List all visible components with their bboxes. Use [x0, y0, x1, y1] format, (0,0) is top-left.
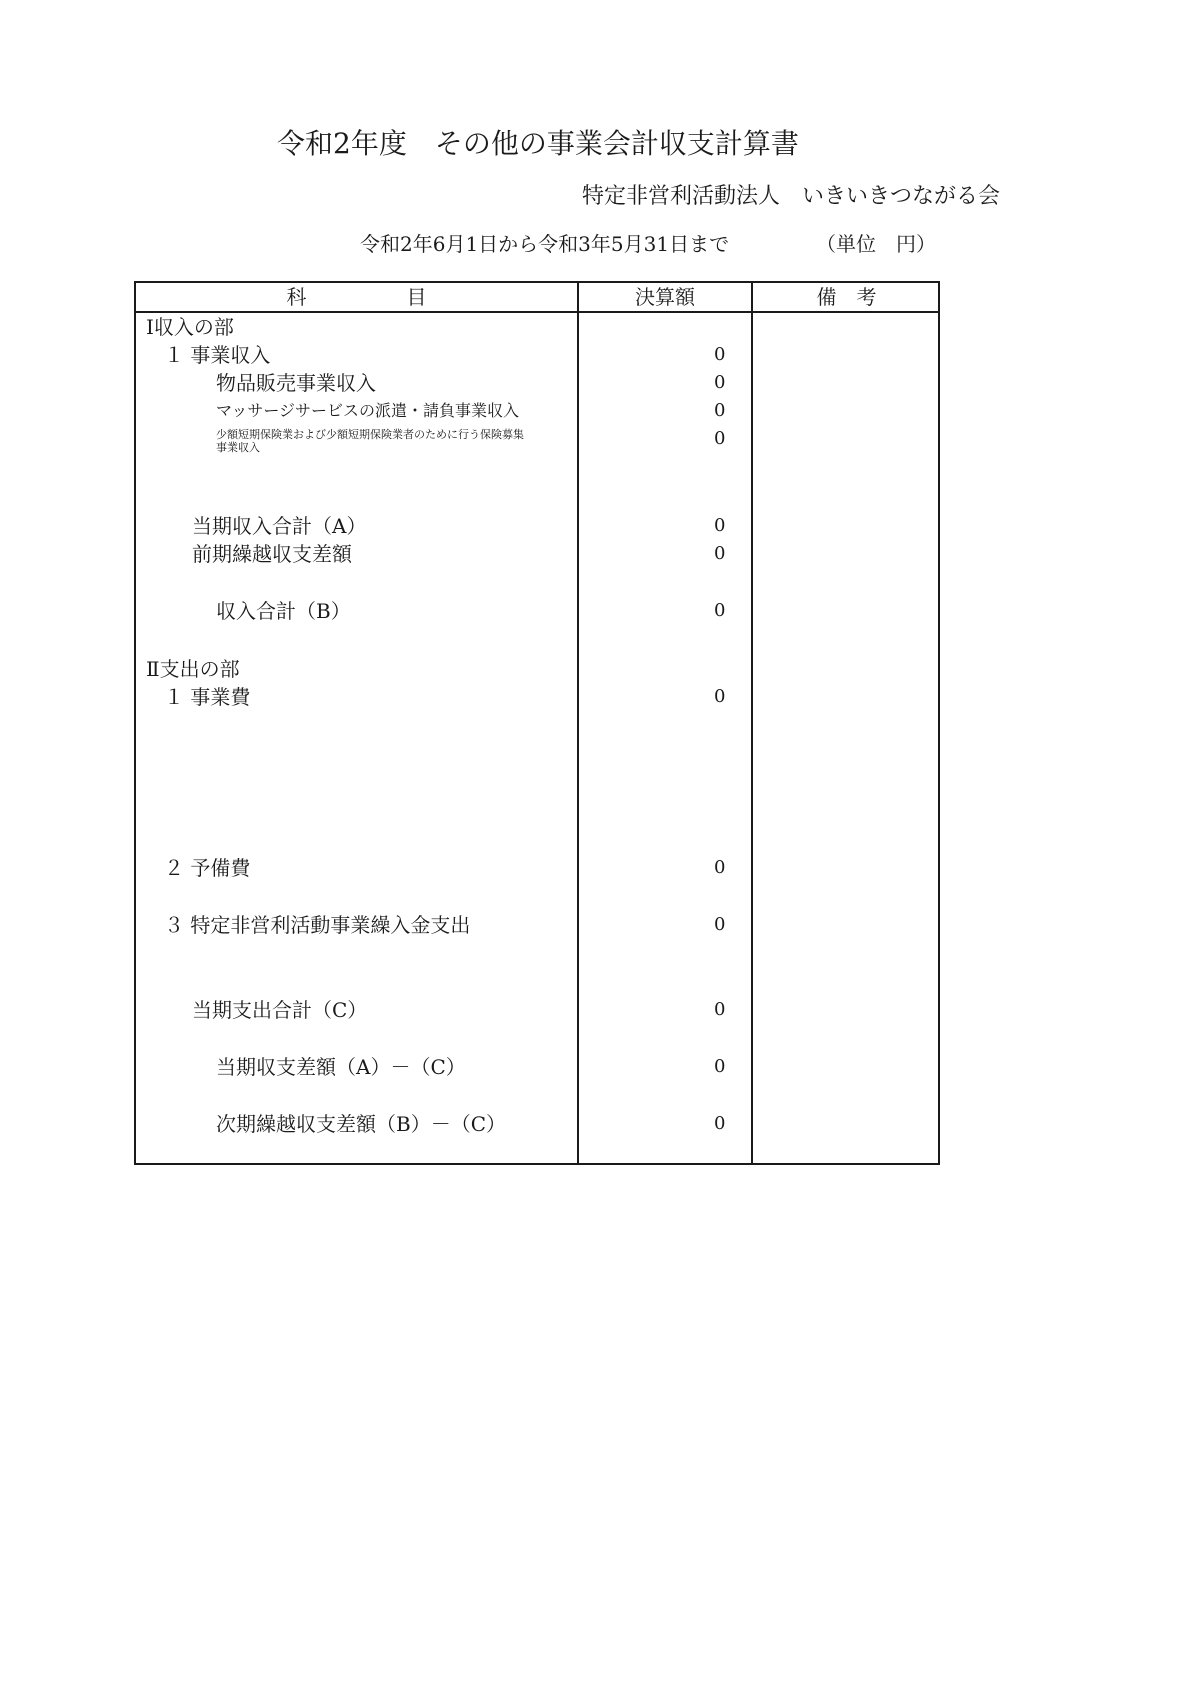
organization-name: 特定非営利活動法人 いきいきつながる会	[582, 184, 1001, 209]
column-header-subject: 科 目	[286, 285, 427, 309]
expense-section-heading	[136, 655, 577, 683]
section-label: Ⅱ支出の部	[146, 657, 240, 681]
column-divider	[751, 283, 753, 1163]
table-row	[136, 683, 726, 711]
row-amount: 0	[714, 515, 726, 536]
table-row	[136, 1110, 726, 1138]
row-amount: 0	[714, 344, 726, 365]
row-label: 次期繰越収支差額（B）－（C）	[216, 1112, 506, 1136]
row-label: ３ 特定非営利活動事業繰入金支出	[164, 913, 471, 937]
row-amount: 0	[714, 1113, 726, 1134]
row-label: 前期繰越収支差額	[192, 542, 352, 566]
statement-table	[134, 281, 940, 1165]
table-row	[136, 369, 726, 397]
row-amount: 0	[714, 428, 726, 449]
table-row	[136, 540, 726, 568]
row-label: 収入合計（B）	[216, 599, 351, 623]
document-title: 令和2年度 その他の事業会計収支計算書	[277, 127, 799, 160]
column-header-amount: 決算額	[635, 285, 695, 309]
table-row	[136, 397, 726, 425]
row-label: 当期収支差額（A）－（C）	[216, 1055, 466, 1079]
income-section-heading	[136, 313, 577, 341]
column-header-remarks: 備 考	[816, 285, 877, 309]
row-amount: 0	[714, 400, 726, 421]
row-amount: 0	[714, 543, 726, 564]
row-amount: 0	[714, 600, 726, 621]
table-row	[136, 996, 726, 1024]
row-label: マッサージサービスの派遣・請負事業収入	[216, 401, 520, 420]
row-amount: 0	[714, 857, 726, 878]
row-amount: 0	[714, 686, 726, 707]
currency-unit: （単位 円）	[816, 232, 936, 256]
row-label: 当期収入合計（A）	[192, 514, 367, 538]
row-label: 当期支出合計（C）	[192, 998, 368, 1022]
table-row	[136, 854, 726, 882]
row-label: 物品販売事業収入	[216, 371, 376, 395]
table-row	[136, 911, 726, 939]
table-row	[136, 597, 726, 625]
row-amount: 0	[714, 999, 726, 1020]
row-label: 少額短期保険業および少額短期保険業者のために行う保険募集	[216, 428, 524, 441]
row-label: ２ 予備費	[164, 856, 251, 880]
fiscal-period: 令和2年6月1日から令和3年5月31日まで	[360, 232, 730, 256]
row-label-continued: 事業収入	[216, 441, 260, 454]
row-amount: 0	[714, 914, 726, 935]
table-row	[136, 341, 726, 369]
row-amount: 0	[714, 372, 726, 393]
row-amount: 0	[714, 1056, 726, 1077]
table-row	[136, 425, 726, 459]
row-label: １ 事業収入	[164, 343, 271, 367]
table-row	[136, 1053, 726, 1081]
column-divider	[577, 283, 579, 1163]
row-label: １ 事業費	[164, 685, 251, 709]
table-row	[136, 512, 726, 540]
section-label: Ⅰ収入の部	[146, 315, 234, 339]
